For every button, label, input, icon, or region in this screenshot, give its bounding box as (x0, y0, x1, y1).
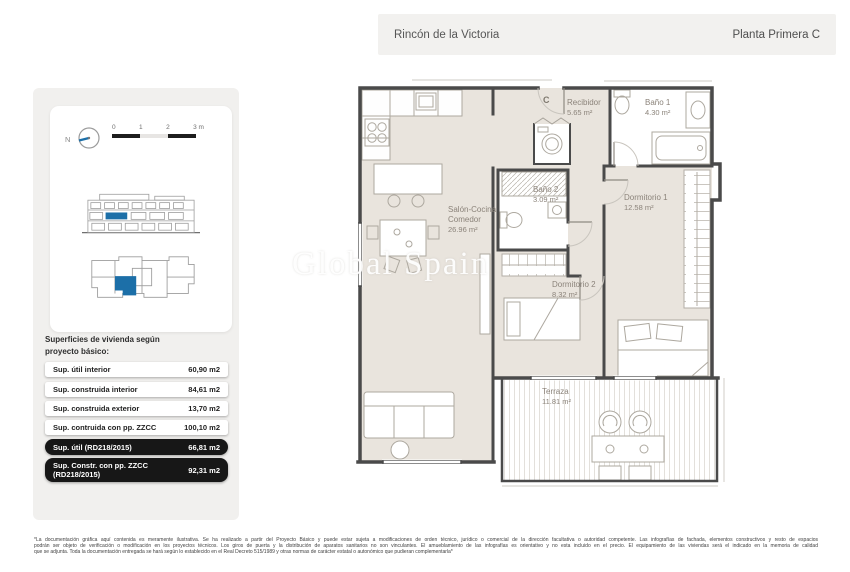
area-row-value: 66,81 m2 (188, 442, 220, 452)
area-row-value: 84,61 m2 (188, 385, 220, 394)
scale-tick: 0 (112, 124, 116, 131)
terrace-chair (599, 411, 621, 433)
area-row-value: 13,70 m2 (188, 404, 220, 413)
floor-plan (352, 72, 737, 522)
room-area-bano1: 4.30 m² (645, 108, 671, 117)
scale-tick: 1 (139, 124, 143, 131)
room-area-terraza: 11.81 m² (542, 397, 572, 406)
area-row-label: Sup. útil interior (53, 365, 111, 374)
area-row-construida-interior (45, 382, 228, 397)
building-siteplan-drawing (86, 250, 198, 306)
highlighted-unit-elevation (106, 212, 128, 219)
building-elevation-drawing (82, 186, 200, 236)
compass-north-label: N (65, 135, 71, 144)
terrace-chair (629, 411, 651, 433)
area-row-construida-zzcc (45, 420, 228, 435)
room-area-recibidor: 5.65 m² (567, 108, 593, 117)
disclaimer-line1: *La documentación gráfica aquí contenida es meramente ilustrativa. Se ha realizado a partir del Proyecto Básico y puede estar sujeta a modificaciones de orden técnico, jurídico o comercial de la dirección facultativa o autoridad competente. Las infografías de fachada, elementos constructivos y resto de espacios (34, 537, 818, 543)
area-row-value: 100,10 m2 (184, 423, 220, 432)
room-label-terraza: Terraza (542, 387, 569, 396)
area-row-label: Sup. útil (RD218/2015) (53, 442, 132, 452)
area-row-util-interior (45, 362, 228, 377)
project-name: Rincón de la Victoria (394, 28, 500, 41)
entry-marker: C (543, 95, 550, 105)
area-row-label: Sup. contruida con pp. ZZCC (53, 423, 157, 432)
bed-double (618, 320, 708, 376)
area-row-util-rd (45, 439, 228, 455)
kitchen-island (374, 164, 442, 194)
area-row-construida-exterior (45, 401, 228, 416)
area-row-value: 60,90 m2 (188, 365, 220, 374)
room-label-dorm1: Dormitorio 1 (624, 193, 668, 202)
area-row-value: 92,31 m2 (188, 465, 220, 475)
scale-labels (112, 124, 204, 134)
disclaimer-line3: que se adjunta. Toda la documentación entregada se hará según lo establecido en el Real Decreto 515/1989 y otras normas de carácter estatal o autonómico que pudieran complementarla* (34, 549, 453, 555)
scale-tick: 3 m (193, 124, 204, 131)
room-label-salon-line1: Salón-Cocina (448, 205, 497, 214)
room-label-recibidor: Recibidor (567, 98, 601, 107)
room-area-bano2: 3.09 m² (533, 195, 559, 204)
area-row-label: Sup. construida exterior (53, 404, 140, 413)
highlighted-unit-siteplan (115, 276, 136, 295)
compass-icon (62, 124, 106, 152)
bed-single (504, 298, 580, 340)
areas-table-title (45, 334, 235, 357)
room-area-salon: 26.96 m² (448, 225, 478, 234)
terrace-table (592, 436, 664, 462)
disclaimer-line2: podrán ser objeto de verificación o modificación en los proyectos técnicos. Los giros de puerta y la distribución de aparatos sanitarios no son vinculantes. El amueblamiento de las infografías es orientativo y no esta incluido en el precio. El equipamiento de las viviendas será el indicado en la memoria de calidad (34, 543, 818, 549)
terrace-stool (629, 466, 651, 480)
room-label-bano1: Baño 1 (645, 98, 671, 107)
room-label-dorm2: Dormitorio 2 (552, 280, 596, 289)
header-bar (378, 14, 836, 55)
area-row-constr-rd (45, 458, 228, 482)
sofa (364, 392, 454, 438)
scale-bar-segments (112, 134, 196, 138)
page-title: Planta Primera C (732, 28, 820, 41)
scale-tick: 2 (166, 124, 170, 131)
areas-title-line1: Superficies de vivienda según (45, 335, 160, 344)
room-label-bano2: Baño 2 (533, 185, 559, 194)
room-area-dorm1: 12.58 m² (624, 203, 654, 212)
disclaimer (34, 537, 818, 555)
terrace-stool (599, 466, 621, 480)
area-row-label: Sup. Constr. con pp. ZZCC (RD218/2015) (53, 461, 148, 479)
scale-bar (112, 124, 204, 138)
watermark: Global Spain (292, 246, 490, 282)
closet-floor (534, 124, 570, 164)
room-area-dorm2: 8.32 m² (552, 290, 578, 299)
side-table (391, 441, 409, 459)
areas-title-line2: proyecto básico: (45, 346, 110, 356)
area-row-label: Sup. construida interior (53, 385, 138, 394)
room-label-salon-line2: Comedor (448, 215, 481, 224)
